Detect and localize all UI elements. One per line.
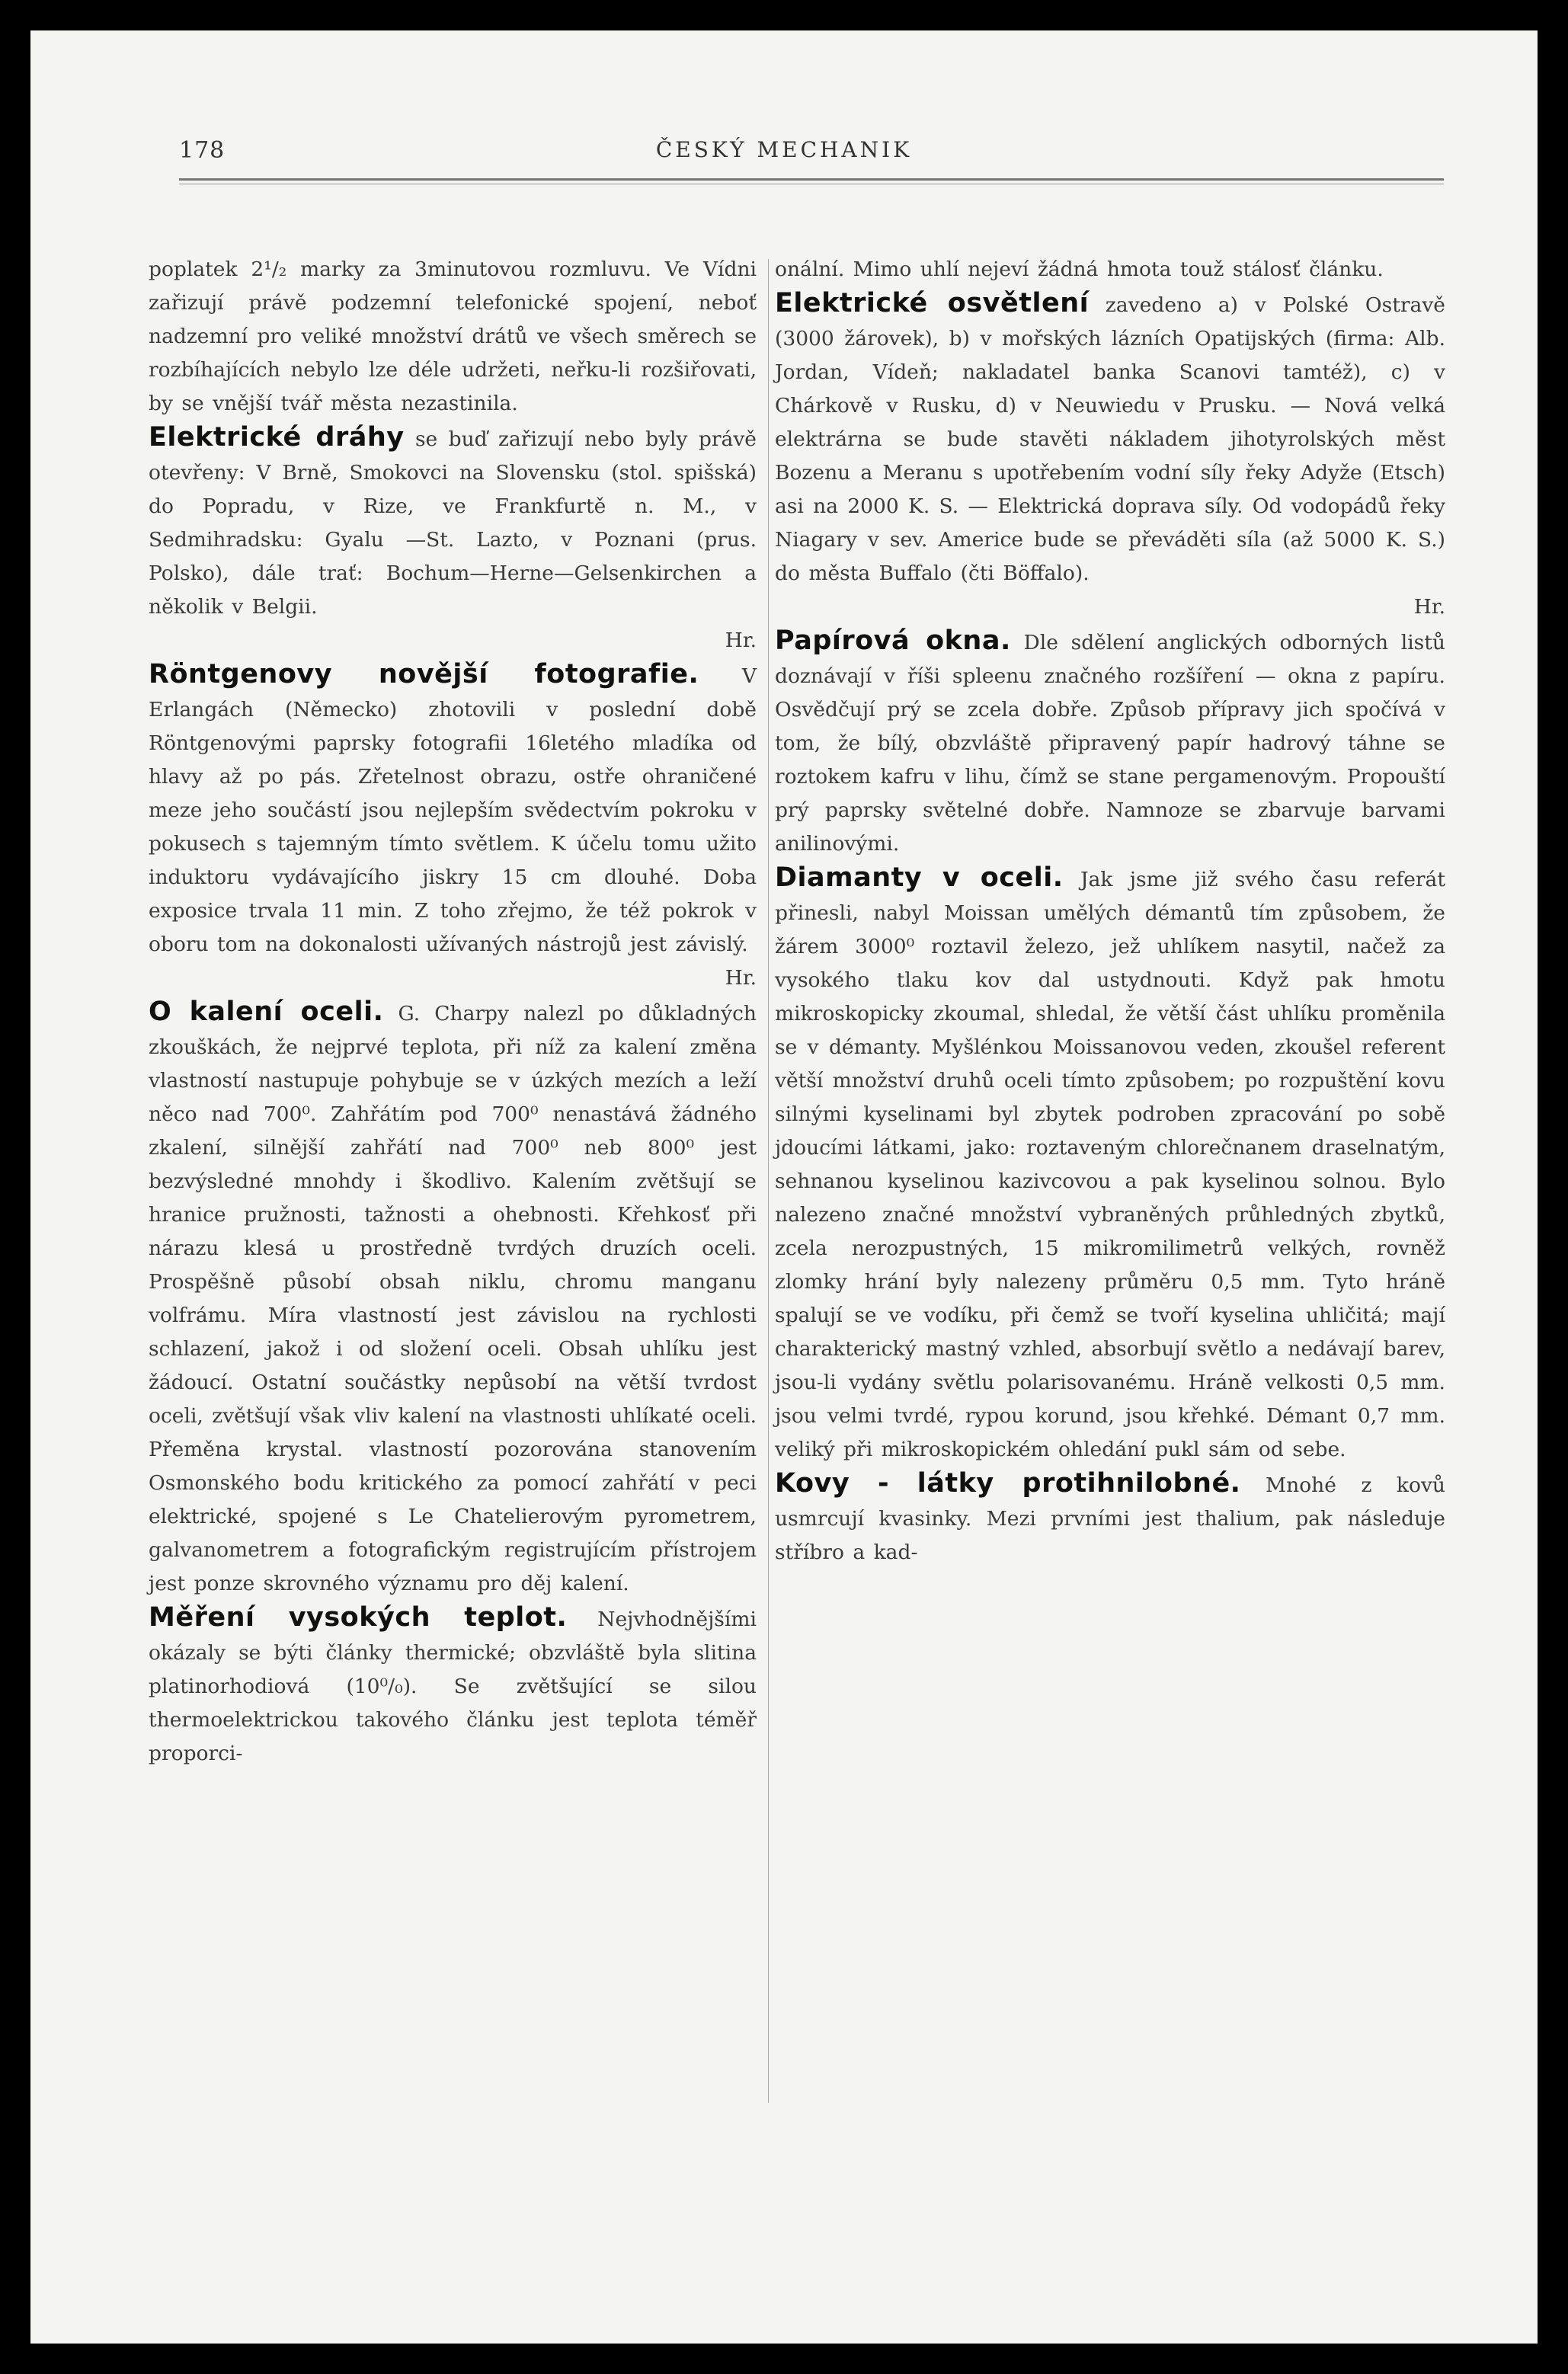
text-diamonds-in-steel: Jak jsme již svého času referát přinesli, nabyl Moissan umělých démantů tím způsobem, že žárem 3000⁰ roztavil železo, jež uhlíkem nasytil, načež za vysokého tlaku kov dal ustydnouti. Když pak hmotu mikroskopicky zkoumal, shledal, že větší část uhlíku proměnila se v démanty. Myšlénkou Moissanovou veden, zkoušel referent větší množství druhů oceli tímto způsobem; po rozpuštění kovu silnými kyselinami byl zbytek podroben zpracování po sobě jdoucími látkami, jako: roztaveným chlorečnanem draselnatým, sehnanou kyselinou kazivcovou a pak kyselinou solnou. Bylo nalezeno značné množství vybraněných průhledných zbytků, zcela nerozpustných, 15 mikromilimetrů velkých, rovněž zlomky hrání byly nalezeny průměru 0,5 mm. Tyto hráně spalují se ve vodíku, při čemž se tvoří kyselina uhličitá; mají charakterický mastný vzhled, absorbují světlo a nedávají barev, jsou-li vydány světlu polarisovanému. Hráně velkosti 0,5 mm. jsou velmi tvrdé, rypou korund, jsou křehké. Démant 0,7 mm. veliký při mikroskopickém ohledání pukl sám od sebe.	[775, 868, 1446, 1461]
text-electric-lighting: zavedeno a) v Polské Ostravě (3000 žárovek), b) v mořských lázních Opatijských (firma: Alb. Jordan, Vídeň; nakladatel banka Scanovi tamtéž), c) v Chárkově v Rusku, d) v Neuwiedu v Prusku. — Nová velká elektrárna se bude stavěti nákladem jihotyrolských měst Bozenu a Meranu s upotřebením vodní síly řeky Adyže (Etsch) asi na 2000 K. S. — Elektrická doprava síly. Od vodopádů řeky Niagary v sev. Americe bude se převáděti síla (až 5000 K. S.) do města Buffalo (čti Böffalo).	[775, 293, 1445, 585]
heading-electric-railways: Elektrické dráhy	[149, 422, 405, 453]
text-steel-hardening: G. Charpy nalezl po důkladných zkouškách, že nejprvé teplota, při níž za kalení změna vlastností nastupuje pohybuje se v úzkých mezích a leží něco nad 700⁰. Zahřátím pod 700⁰ nenastává žádného zkalení, silnější zahřátí nad 700⁰ neb 800⁰ jest bezvýsledné mnohdy i škodlivo. Kalením zvětšují se hranice pružnosti, tažnosti a ohebnosti. Křehkosť při nárazu klesá u prostředně tvrdých druzích oceli. Prospěšně působí obsah niklu, chromu manganu volfrámu. Míra vlastností jest závislou na rychlosti schlazení, jakož i od složení oceli. Obsah uhlíku jest žádoucí. Ostatní součástky nepůsobí na větší tvrdost oceli, zvětšují však vliv kalení na vlastnosti uhlíkaté oceli. Přeměna krystal. vlastností pozorována stanovením Osmonského bodu kritického za pomocí zahřátí v peci elektrické, spojené s Le Chatelierovým pyrometrem, galvanometrem a fotografickým registrujícím přístrojem jest ponze skrovného významu pro děj kalení.	[149, 1002, 757, 1595]
article-diamonds-in-steel	[775, 861, 1445, 1467]
text-paper-windows: Dle sdělení anglických odborných listů doznávají v říši spleenu značného rozšíření — okna z papíru. Osvědčují prý se zcela dobře. Způsob přípravy jich spočívá v tom, že bílý, obzvláště připravený papír hadrový táhne se roztokem kafru v lihu, čímž se stane pergamenovým. Propouští prý paprsky světelné dobře. Namnoze se zbarvuje barvami anilinovými.	[775, 631, 1445, 856]
heading-paper-windows: Papírová okna.	[775, 625, 1011, 656]
article-high-temperatures	[149, 1601, 757, 1771]
page-number: 178	[179, 137, 226, 164]
heading-antiseptic-metals: Kovy - látky protihnilobné.	[775, 1468, 1241, 1499]
heading-rontgen: Röntgenovy novější fotografie.	[149, 659, 699, 689]
article-electric-lighting	[775, 286, 1445, 590]
article-steel-hardening	[149, 995, 757, 1601]
paragraph-telephone: poplatek 2¹/₂ marky za 3minutovou rozmluvu. Ve Vídni zařizují právě podzemní telefonické spojení, neboť nadzemní pro veliké množství drátů ve všech směrech se rozbíhajících nebylo lze déle udržeti, neřku-li rozšiřovati, by se vnější tvář města nezastinila.	[149, 258, 757, 415]
paragraph-continuation: onální. Mimo uhlí nejeví žádná hmota touž stálosť článku.	[775, 258, 1384, 281]
heading-high-temperatures: Měření vysokých teplot.	[149, 1602, 568, 1633]
article-paper-windows	[775, 624, 1445, 861]
text-antiseptic-metals: Mnohé z kovů usmrcují kvasinky. Mezi prvními jest thalium, pak následuje stříbro a kad-	[775, 1473, 1445, 1564]
signature: Hr.	[1413, 595, 1445, 619]
article-antiseptic-metals	[775, 1467, 1445, 1569]
text-rontgen: V Erlangách (Německo) zhotovili v poslední době Röntgenovými paprsky fotografii 16letého mladíka od hlavy až po pás. Zřetelnost obrazu, ostře ohraničené meze jeho součástí jsou nejlepším svědectvím pokroku v pokusech s tajemným tímto světlem. K účelu tomu užito induktoru vydávajícího jiskry 15 cm dlouhé. Doba exposice trvala 11 min. Z toho zřejmo, že též pokrok v oboru tom na dokonalosti užívaných nástrojů jest závislý.	[149, 664, 757, 956]
running-title: ČESKÝ MECHANIK	[655, 137, 913, 162]
right-column	[775, 253, 1445, 1569]
signature: Hr.	[725, 629, 757, 652]
text-electric-railways: se buď zařizují nebo byly právě otevřeny: V Brně, Smokovci na Slovensku (stol. spišská) do Popradu, v Rize, ve Frankfurtě n. M., v Sedmihradsku: Gyalu —St. Lazto, v Poznani (prus. Polsko), dále trať: Bochum—Herne—Gelsenkirchen a několik v Belgii.	[149, 427, 757, 619]
article-electric-railways	[149, 421, 757, 624]
left-column	[149, 253, 757, 1771]
header-rule	[179, 178, 1444, 184]
heading-steel-hardening: O kalení oceli.	[149, 997, 384, 1027]
column-divider	[768, 259, 769, 2103]
page-sheet	[30, 30, 1538, 2344]
signature: Hr.	[725, 966, 757, 990]
article-rontgen	[149, 657, 757, 961]
heading-electric-lighting: Elektrické osvětlení	[775, 288, 1090, 318]
heading-diamonds-in-steel: Diamanty v oceli.	[775, 862, 1064, 893]
text-high-temperatures: Nejvhodnějšími okázaly se býti články thermické; obzvláště byla slitina platinorhodiová (10⁰/₀). Se zvětšující se silou thermoelektrickou takového článku jest teplota téměř proporci-	[149, 1608, 757, 1765]
